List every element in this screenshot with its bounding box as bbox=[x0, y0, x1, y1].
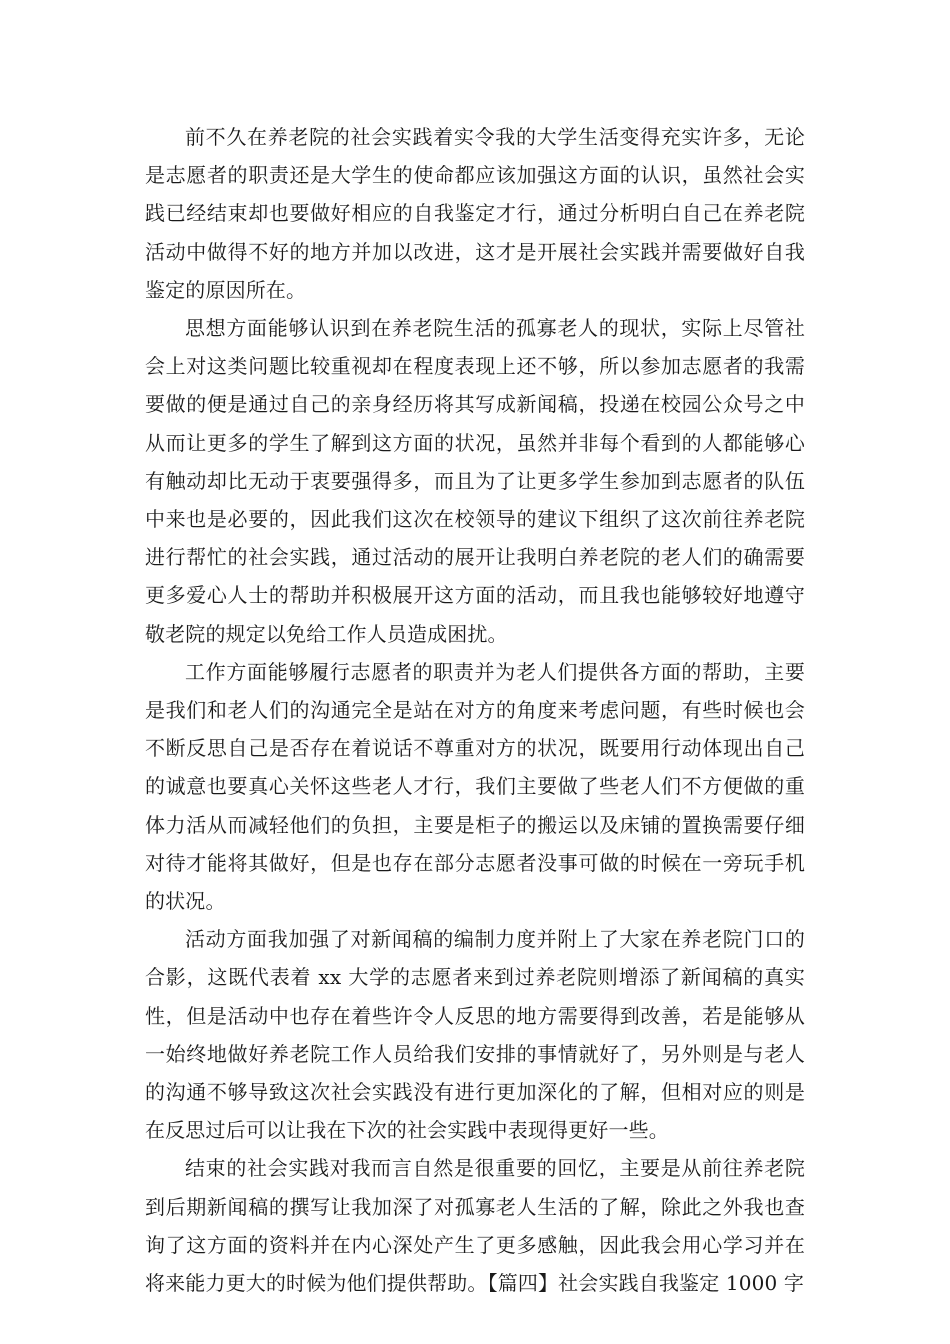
document-body bbox=[145, 118, 805, 1302]
paragraph-intro: 前不久在养老院的社会实践着实令我的大学生活变得充实许多，无论是志愿者的职责还是大学生的使命都应该加强这方面的认识，虽然社会实践已经结束却也要做好相应的自我鉴定才行，通过分析明白自己在养老院活动中做得不好的地方并加以改进，这才是开展社会实践并需要做好自我鉴定的原因所在。 bbox=[145, 125, 805, 302]
section-heading-next: 【篇四】社会实践自我鉴定 1000 字 bbox=[487, 1271, 805, 1296]
paragraph-conclusion-text: 结束的社会实践对我而言自然是很重要的回忆，主要是从前往养老院到后期新闻稿的撰写让我加深了对孤寡老人生活的了解，除此之外我也查询了这方面的资料并在内心深处产生了更多感触，因此我会用心学习并在将来能力更大的时候为他们提供帮助。 bbox=[145, 1156, 805, 1296]
paragraph-thought: 思想方面能够认识到在养老院生活的孤寡老人的现状，实际上尽管社会上对这类问题比较重视却在程度表现上还不够，所以参加志愿者的我需要做的便是通过自己的亲身经历将其写成新闻稿，投递在校园公众号之中从而让更多的学生了解到这方面的状况，虽然并非每个看到的人都能够心有触动却比无动于衷要强得多，而且为了让更多学生参加到志愿者的队伍中来也是必要的，因此我们这次在校领导的建议下组织了这次前往养老院进行帮忙的社会实践，通过活动的展开让我明白养老院的老人们的确需要更多爱心人士的帮助并积极展开这方面的活动，而且我也能够较好地遵守敬老院的规定以免给工作人员造成困扰。 bbox=[145, 316, 805, 646]
paragraph-work: 工作方面能够履行志愿者的职责并为老人们提供各方面的帮助，主要是我们和老人们的沟通完全是站在对方的角度来考虑问题，有些时候也会不断反思自己是否存在着说话不尊重对方的状况，既要用行动体现出自己的诚意也要真心关怀这些老人才行，我们主要做了些老人们不方便做的重体力活从而减轻他们的负担，主要是柜子的搬运以及床铺的置换需要仔细对待才能将其做好，但是也存在部分志愿者没事可做的时候在一旁玩手机的状况。 bbox=[145, 659, 805, 914]
paragraph-conclusion bbox=[145, 1149, 805, 1302]
paragraph-activity: 活动方面我加强了对新闻稿的编制力度并附上了大家在养老院门口的合影，这既代表着 xx 大学的志愿者来到过养老院则增添了新闻稿的真实性，但是活动中也存在着些许令人反思的地方需要得到改善，若是能够从一始终地做好养老院工作人员给我们安排的事情就好了，另外则是与老人的沟通不够导致这次社会实践没有进行更加深化的了解，但相对应的则是在反思过后可以让我在下次的社会实践中表现得更好一些。 bbox=[145, 927, 805, 1143]
